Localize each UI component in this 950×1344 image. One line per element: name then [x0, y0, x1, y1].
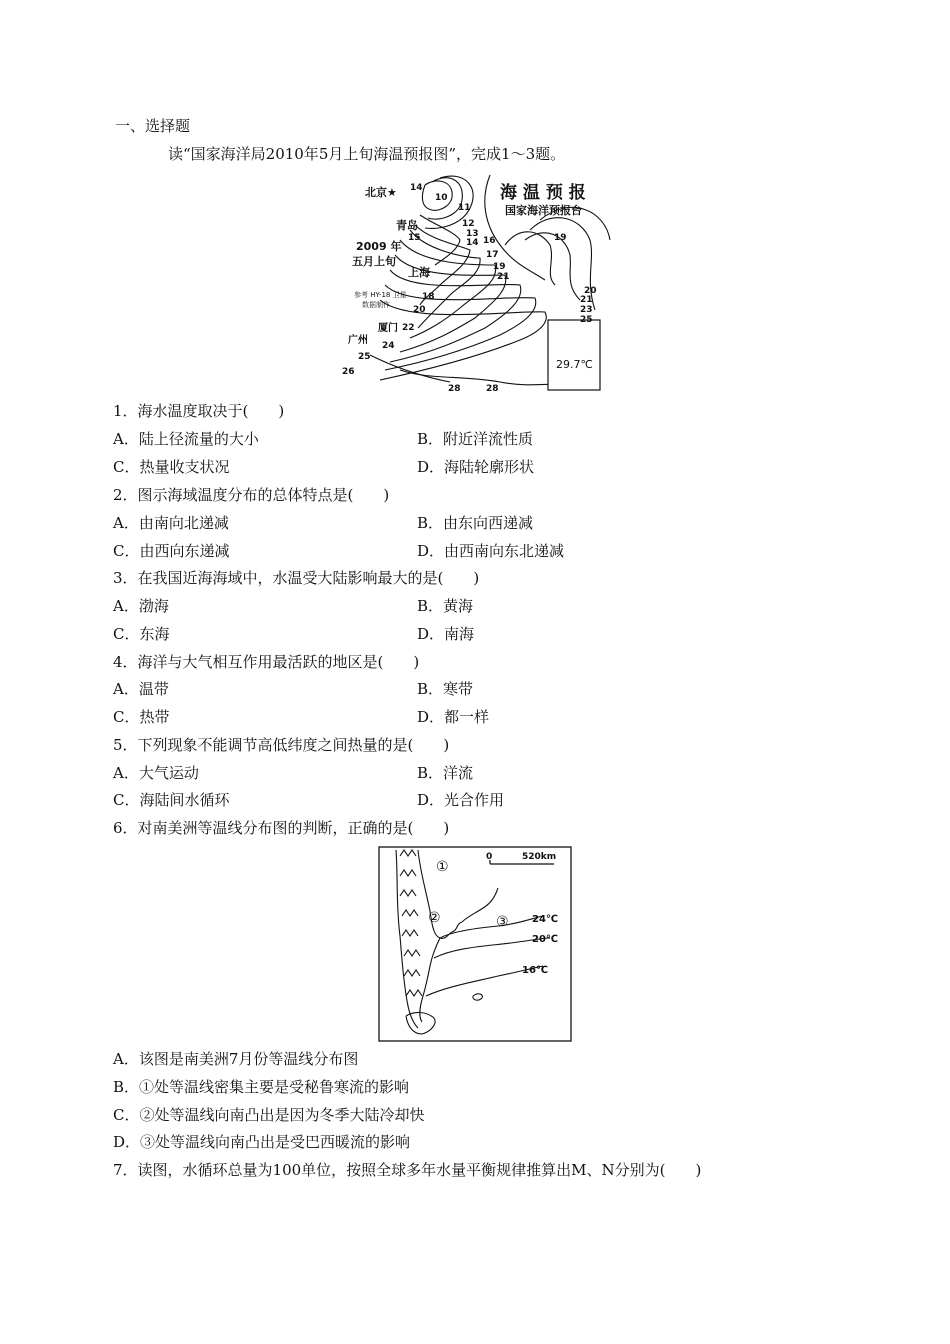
- question-1: 1．海水温度取决于( ): [113, 402, 285, 420]
- iso-label: 22: [402, 323, 415, 333]
- sea-temperature-map: [340, 170, 615, 395]
- iso-label: 15: [408, 233, 421, 243]
- iso-label: 20: [584, 286, 597, 296]
- option-4a[interactable]: A．温带: [113, 680, 169, 698]
- year-label-2: 五月上旬: [352, 255, 396, 268]
- option-3b[interactable]: B．黄海: [417, 597, 474, 615]
- iso-label: 16: [483, 236, 496, 246]
- iso-label: 28: [486, 384, 499, 394]
- place-qingdao: 青岛: [396, 219, 418, 232]
- map-subtitle: 国家海洋预报台: [505, 204, 582, 217]
- iso-label: 11: [458, 203, 471, 213]
- iso-label: 19: [493, 262, 506, 272]
- option-5b[interactable]: B．洋流: [417, 764, 474, 782]
- scale-label: 520km: [522, 852, 557, 862]
- intro-text: 读“国家海洋局2010年5月上旬海温预报图”，完成1～3题。: [168, 145, 566, 163]
- option-6c[interactable]: C．②处等温线向南凸出是因为冬季大陆冷却快: [113, 1106, 425, 1124]
- iso-label: 10: [435, 193, 448, 203]
- option-2c[interactable]: C．由西向东递减: [113, 542, 230, 560]
- iso-label: 18: [422, 292, 435, 302]
- section-title: 一、选择题: [115, 117, 191, 135]
- question-4: 4．海洋与大气相互作用最活跃的地区是( ): [113, 653, 420, 671]
- iso-label: 25: [580, 315, 593, 325]
- iso-label: 21: [580, 295, 593, 305]
- mark-1: ①: [436, 859, 449, 875]
- option-1b[interactable]: B．附近洋流性质: [417, 430, 534, 448]
- scale-zero: 0: [486, 852, 493, 862]
- isotherm-label-24: 24℃: [532, 914, 559, 925]
- iso-label: 24: [382, 341, 395, 351]
- question-6: 6．对南美洲等温线分布图的判断，正确的是( ): [113, 819, 450, 837]
- question-3: 3．在我国近海海域中，水温受大陆影响最大的是( ): [113, 569, 480, 587]
- year-label-1: 2009 年: [356, 240, 402, 253]
- iso-label: 23: [580, 305, 593, 315]
- iso-label: 25: [358, 352, 371, 362]
- question-5: 5．下列现象不能调节高低纬度之间热量的是( ): [113, 736, 450, 754]
- south-america-isotherm-map: [378, 846, 572, 1042]
- option-6b[interactable]: B．①处等温线密集主要是受秘鲁寒流的影响: [113, 1078, 410, 1096]
- box-value: 29.7℃: [556, 358, 593, 371]
- iso-label: 20: [413, 305, 426, 315]
- iso-label: 21: [497, 272, 510, 282]
- option-6a[interactable]: A．该图是南美洲7月份等温线分布图: [113, 1050, 359, 1068]
- note-1: 参考 HY-18 卫星: [354, 291, 407, 299]
- iso-label: 17: [486, 250, 499, 260]
- option-3c[interactable]: C．东海: [113, 625, 170, 643]
- option-4c[interactable]: C．热带: [113, 708, 170, 726]
- option-3d[interactable]: D．南海: [417, 625, 475, 643]
- option-6d[interactable]: D．③处等温线向南凸出是受巴西暖流的影响: [113, 1133, 411, 1151]
- place-xiamen: 厦门: [378, 323, 398, 334]
- place-shanghai: 上海: [408, 266, 430, 279]
- option-5d[interactable]: D．光合作用: [417, 791, 505, 809]
- iso-label: 13: [466, 229, 479, 239]
- option-2a[interactable]: A．由南向北递减: [113, 514, 229, 532]
- option-2d[interactable]: D．由西南向东北递减: [417, 542, 565, 560]
- question-7: 7．读图，水循环总量为100单位，按照全球多年水量平衡规律推算出M、N分别为( ): [113, 1161, 702, 1179]
- note-2: 数据制作: [362, 301, 390, 309]
- option-5a[interactable]: A．大气运动: [113, 764, 199, 782]
- option-1a[interactable]: A．陆上径流量的大小: [113, 430, 259, 448]
- option-2b[interactable]: B．由东向西递减: [417, 514, 534, 532]
- option-5c[interactable]: C．海陆间水循环: [113, 791, 230, 809]
- map-title: 海 温 预 报: [500, 183, 586, 203]
- place-guangzhou: 广州: [348, 335, 368, 346]
- isotherm-label-20: 20℃: [532, 934, 559, 945]
- iso-label: 28: [448, 384, 461, 394]
- option-4d[interactable]: D．都一样: [417, 708, 490, 726]
- isotherm-label-16: 16℃: [522, 965, 549, 976]
- option-3a[interactable]: A．渤海: [113, 597, 169, 615]
- mark-3: ③: [496, 914, 509, 930]
- iso-label: 14: [410, 183, 423, 193]
- iso-label: 26: [342, 367, 355, 377]
- mark-2: ②: [428, 910, 441, 926]
- option-4b[interactable]: B．寒带: [417, 680, 474, 698]
- iso-label: 12: [462, 219, 475, 229]
- iso-label: 19: [554, 233, 567, 243]
- iso-label: 14: [466, 238, 479, 248]
- option-1c[interactable]: C．热量收支状况: [113, 458, 230, 476]
- place-beijing: 北京★: [365, 186, 397, 199]
- question-2: 2．图示海域温度分布的总体特点是( ): [113, 486, 390, 504]
- option-1d[interactable]: D．海陆轮廓形状: [417, 458, 535, 476]
